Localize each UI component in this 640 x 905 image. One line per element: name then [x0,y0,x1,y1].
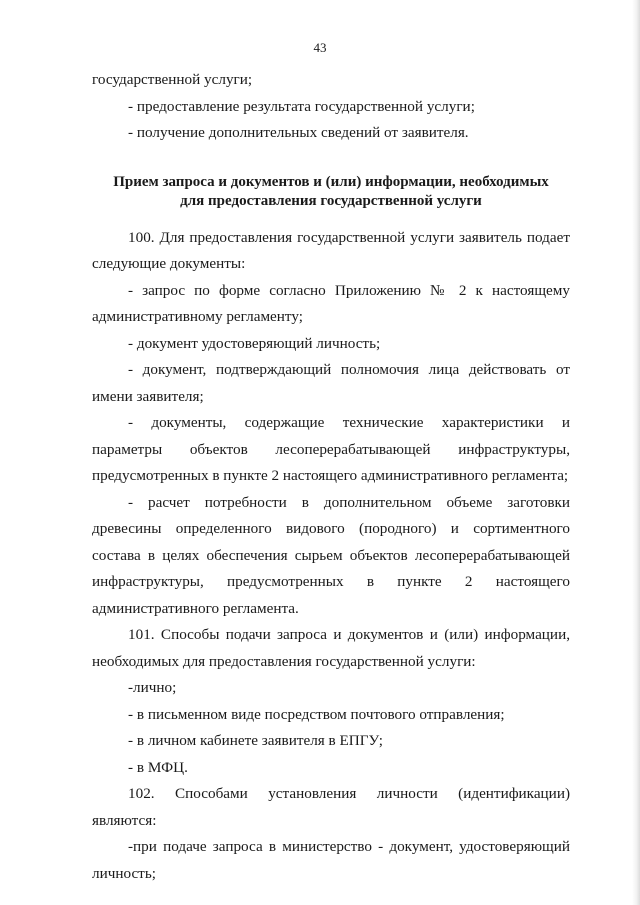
scan-edge-shadow [632,0,640,905]
section-heading-line: для предоставления государственной услуги [180,192,482,209]
list-item: - документы, содержащие технические характеристики и параметры объектов лесоперерабатывающей инфраструктуры, предусмотренных в пункте 2 настоящего административного регламента; [92,414,570,484]
paragraph-100: 100. Для предоставления государственной услуги заявитель подает следующие документы: [92,228,570,272]
list-item: - документ удостоверяющий личность; [128,334,381,352]
continuation-line: государственной услуги; [92,71,253,88]
list-item: - предоставление результата государственной услуги; [128,97,475,115]
section-heading [92,173,570,211]
list-item: - в МФЦ. [128,758,188,776]
list-item: - получение дополнительных сведений от заявителя. [128,124,469,141]
document-body [92,67,570,887]
page-number: 43 [313,40,327,55]
list-item: - расчет потребности в дополнительном объеме заготовки древесины определенного видового (породного) и сортиментного состава в целях обеспечения сырьем объектов лесоперерабатывающей инфраструктуры, предусмотренных в пункте 2 настоящего административного регламента. [92,493,570,617]
list-item: - запрос по форме согласно Приложению № 2 к настоящему административному регламенту; [92,281,570,325]
paragraph-101: 101. Способы подачи запроса и документов и (или) информации, необходимых для предоставления государственной услуги: [92,626,570,670]
list-item: -лично; [128,679,177,696]
paragraph-102: 102. Способами установления личности (идентификации) являются: [92,785,570,829]
list-item: -при подаче запроса в министерство - документ, удостоверяющий личность; [92,838,570,882]
list-item: - документ, подтверждающий полномочия лица действовать от имени заявителя; [92,361,570,405]
list-item: - в письменном виде посредством почтового отправления; [128,705,505,723]
section-heading-line: Прием запроса и документов и (или) информации, необходимых [113,173,549,190]
list-item: - в личном кабинете заявителя в ЕПГУ; [128,732,383,749]
